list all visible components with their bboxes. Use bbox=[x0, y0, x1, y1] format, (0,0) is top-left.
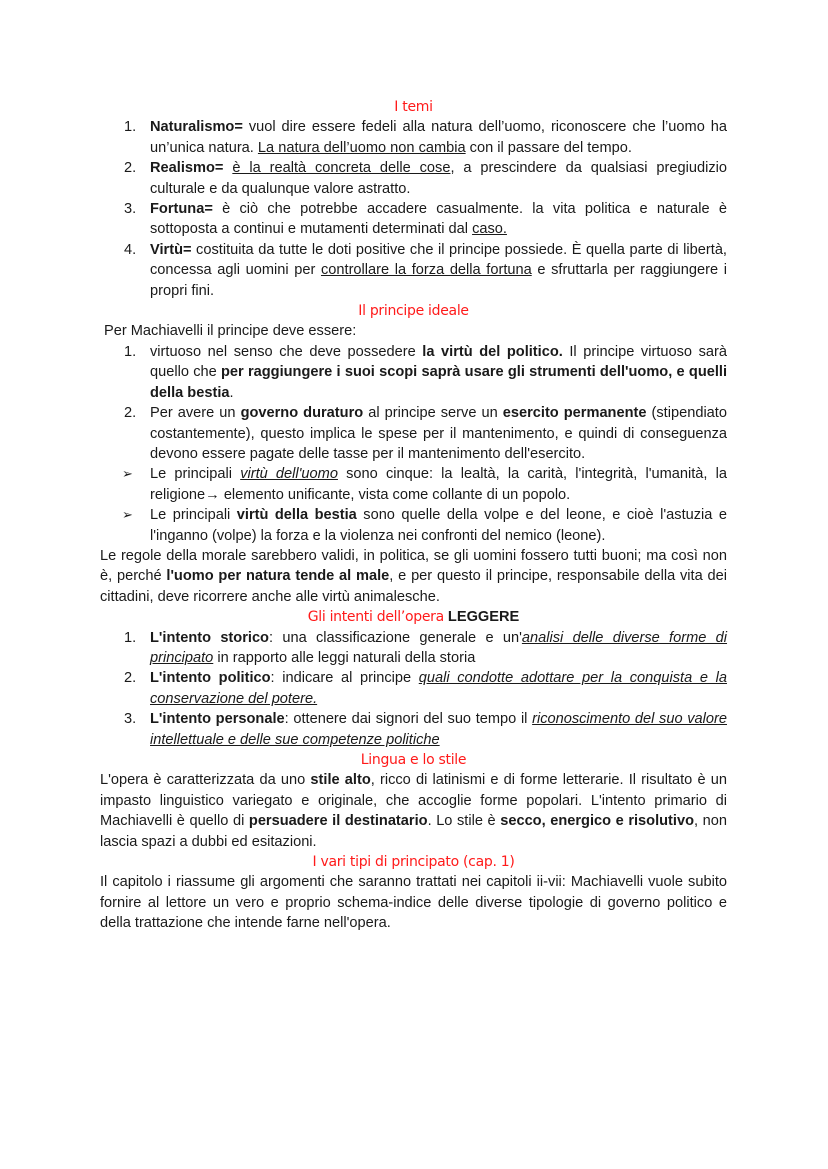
heading-intenti: Gli intenti dell’opera LEGGERE bbox=[307, 609, 520, 626]
morale-paragraph: Le regole della morale sarebbero validi, in politica, se gli uomini fossero tutti buoni; ma così non è, perché l'uomo per natura tende al male, e per questo il principe, responsabile della vita dei cittadini, deve ricorrere anche alle virtù animalesche. bbox=[100, 547, 727, 605]
heading-lingua-stile: Lingua e lo stile bbox=[360, 752, 467, 768]
principe-intro: Per Machiavelli il principe deve essere: bbox=[104, 323, 357, 340]
virtu-bullets bbox=[100, 464, 727, 546]
principe-item: 1. virtuoso nel senso che deve possedere la virtù del politico. Il principe virtuoso sarà quello che per raggiungere i suoi scopi saprà usare gli strumenti dell'uomo, e quelli della bestia. bbox=[124, 343, 728, 401]
intenti-list bbox=[100, 628, 727, 750]
intenti-item: 3. L'intento personale: ottenere dai signori del suo tempo il riconoscimento del suo valore intellettuale e delle sue competenze politiche bbox=[124, 711, 727, 748]
intenti-item: 1. L'intento storico: una classificazione generale e un'analisi delle diverse forme di principato in rapporto alle leggi naturali della storia bbox=[124, 629, 728, 666]
bullet-item: ➢ Le principali virtù dell'uomo sono cinque: la lealtà, la carità, l'integrità, l'umanità, la religione→ elemento unificante, vista come collante di un popolo. bbox=[122, 466, 728, 503]
heading-tipi-principato: I vari tipi di principato (cap. 1) bbox=[312, 854, 515, 871]
tipi-paragraph: Il capitolo i riassume gli argomenti che saranno trattati nei capitoli ii-vii: Machiavelli vuole subito fornire al lettore un vero e proprio schema-indice delle diverse tipologie di governo politico e della trattazione che intende farne nell'opera. bbox=[100, 874, 727, 932]
principe-item: 2. Per avere un governo duraturo al principe serve un esercito permanente (stipendiato costantemente), questo implica le spese per il mantenimento, e quindi di conseguenza devono essere pagate delle tasse per il mantenimento dell'esercito. bbox=[124, 405, 727, 462]
arrow-bullet-icon: ➢ bbox=[122, 466, 133, 482]
document-page bbox=[100, 97, 727, 934]
lingua-paragraph: L'opera è caratterizzata da uno stile alto, ricco di latinismi e di forme letterarie. Il risultato è un impasto linguistico variegato e originale, che accoglie forme popolari. L'intento primario di Machiavelli è quello di persuadere il destinatario. Lo stile è secco, energico e risolutivo, non lascia spazi a dubbi ed esitazioni. bbox=[100, 772, 727, 850]
heading-principe-ideale: Il principe ideale bbox=[358, 303, 469, 320]
principe-list bbox=[100, 342, 727, 464]
arrow-bullet-icon: ➢ bbox=[122, 507, 133, 523]
heading-temi: I temi bbox=[394, 99, 433, 115]
temi-item: 1. Naturalismo= vuol dire essere fedeli alla natura dell’uomo, riconoscere che l’uomo ha un’unica natura. La natura dell’uomo non cambia con il passare del tempo. bbox=[124, 119, 727, 156]
intenti-item: 2. L'intento politico: indicare al principe quali condotte adottare per la conquista e la conservazione del potere. bbox=[124, 670, 727, 707]
bullet-item: ➢ Le principali virtù della bestia sono quelle della volpe e del leone, e cioè l'astuzia e l'inganno (volpe) la forza e la violenza nei confronti del nemico (leone). bbox=[122, 507, 727, 544]
temi-list bbox=[100, 117, 727, 301]
temi-item: 3. Fortuna= è ciò che potrebbe accadere casualmente. la vita politica e naturale è sottoposta a continui e mutamenti determinati dal caso. bbox=[124, 201, 727, 238]
temi-item: 2. Realismo= è la realtà concreta delle cose, a prescindere da qualsiasi pregiudizio culturale e da qualunque valore astratto. bbox=[124, 160, 727, 197]
temi-item: 4. Virtù= costituita da tutte le doti positive che il principe possiede. È quella parte di libertà, concessa agli uomini per controllare la forza della fortuna e sfruttarla per raggiungere i propri fini. bbox=[124, 241, 727, 299]
leggere-label: LEGGERE bbox=[443, 609, 520, 626]
